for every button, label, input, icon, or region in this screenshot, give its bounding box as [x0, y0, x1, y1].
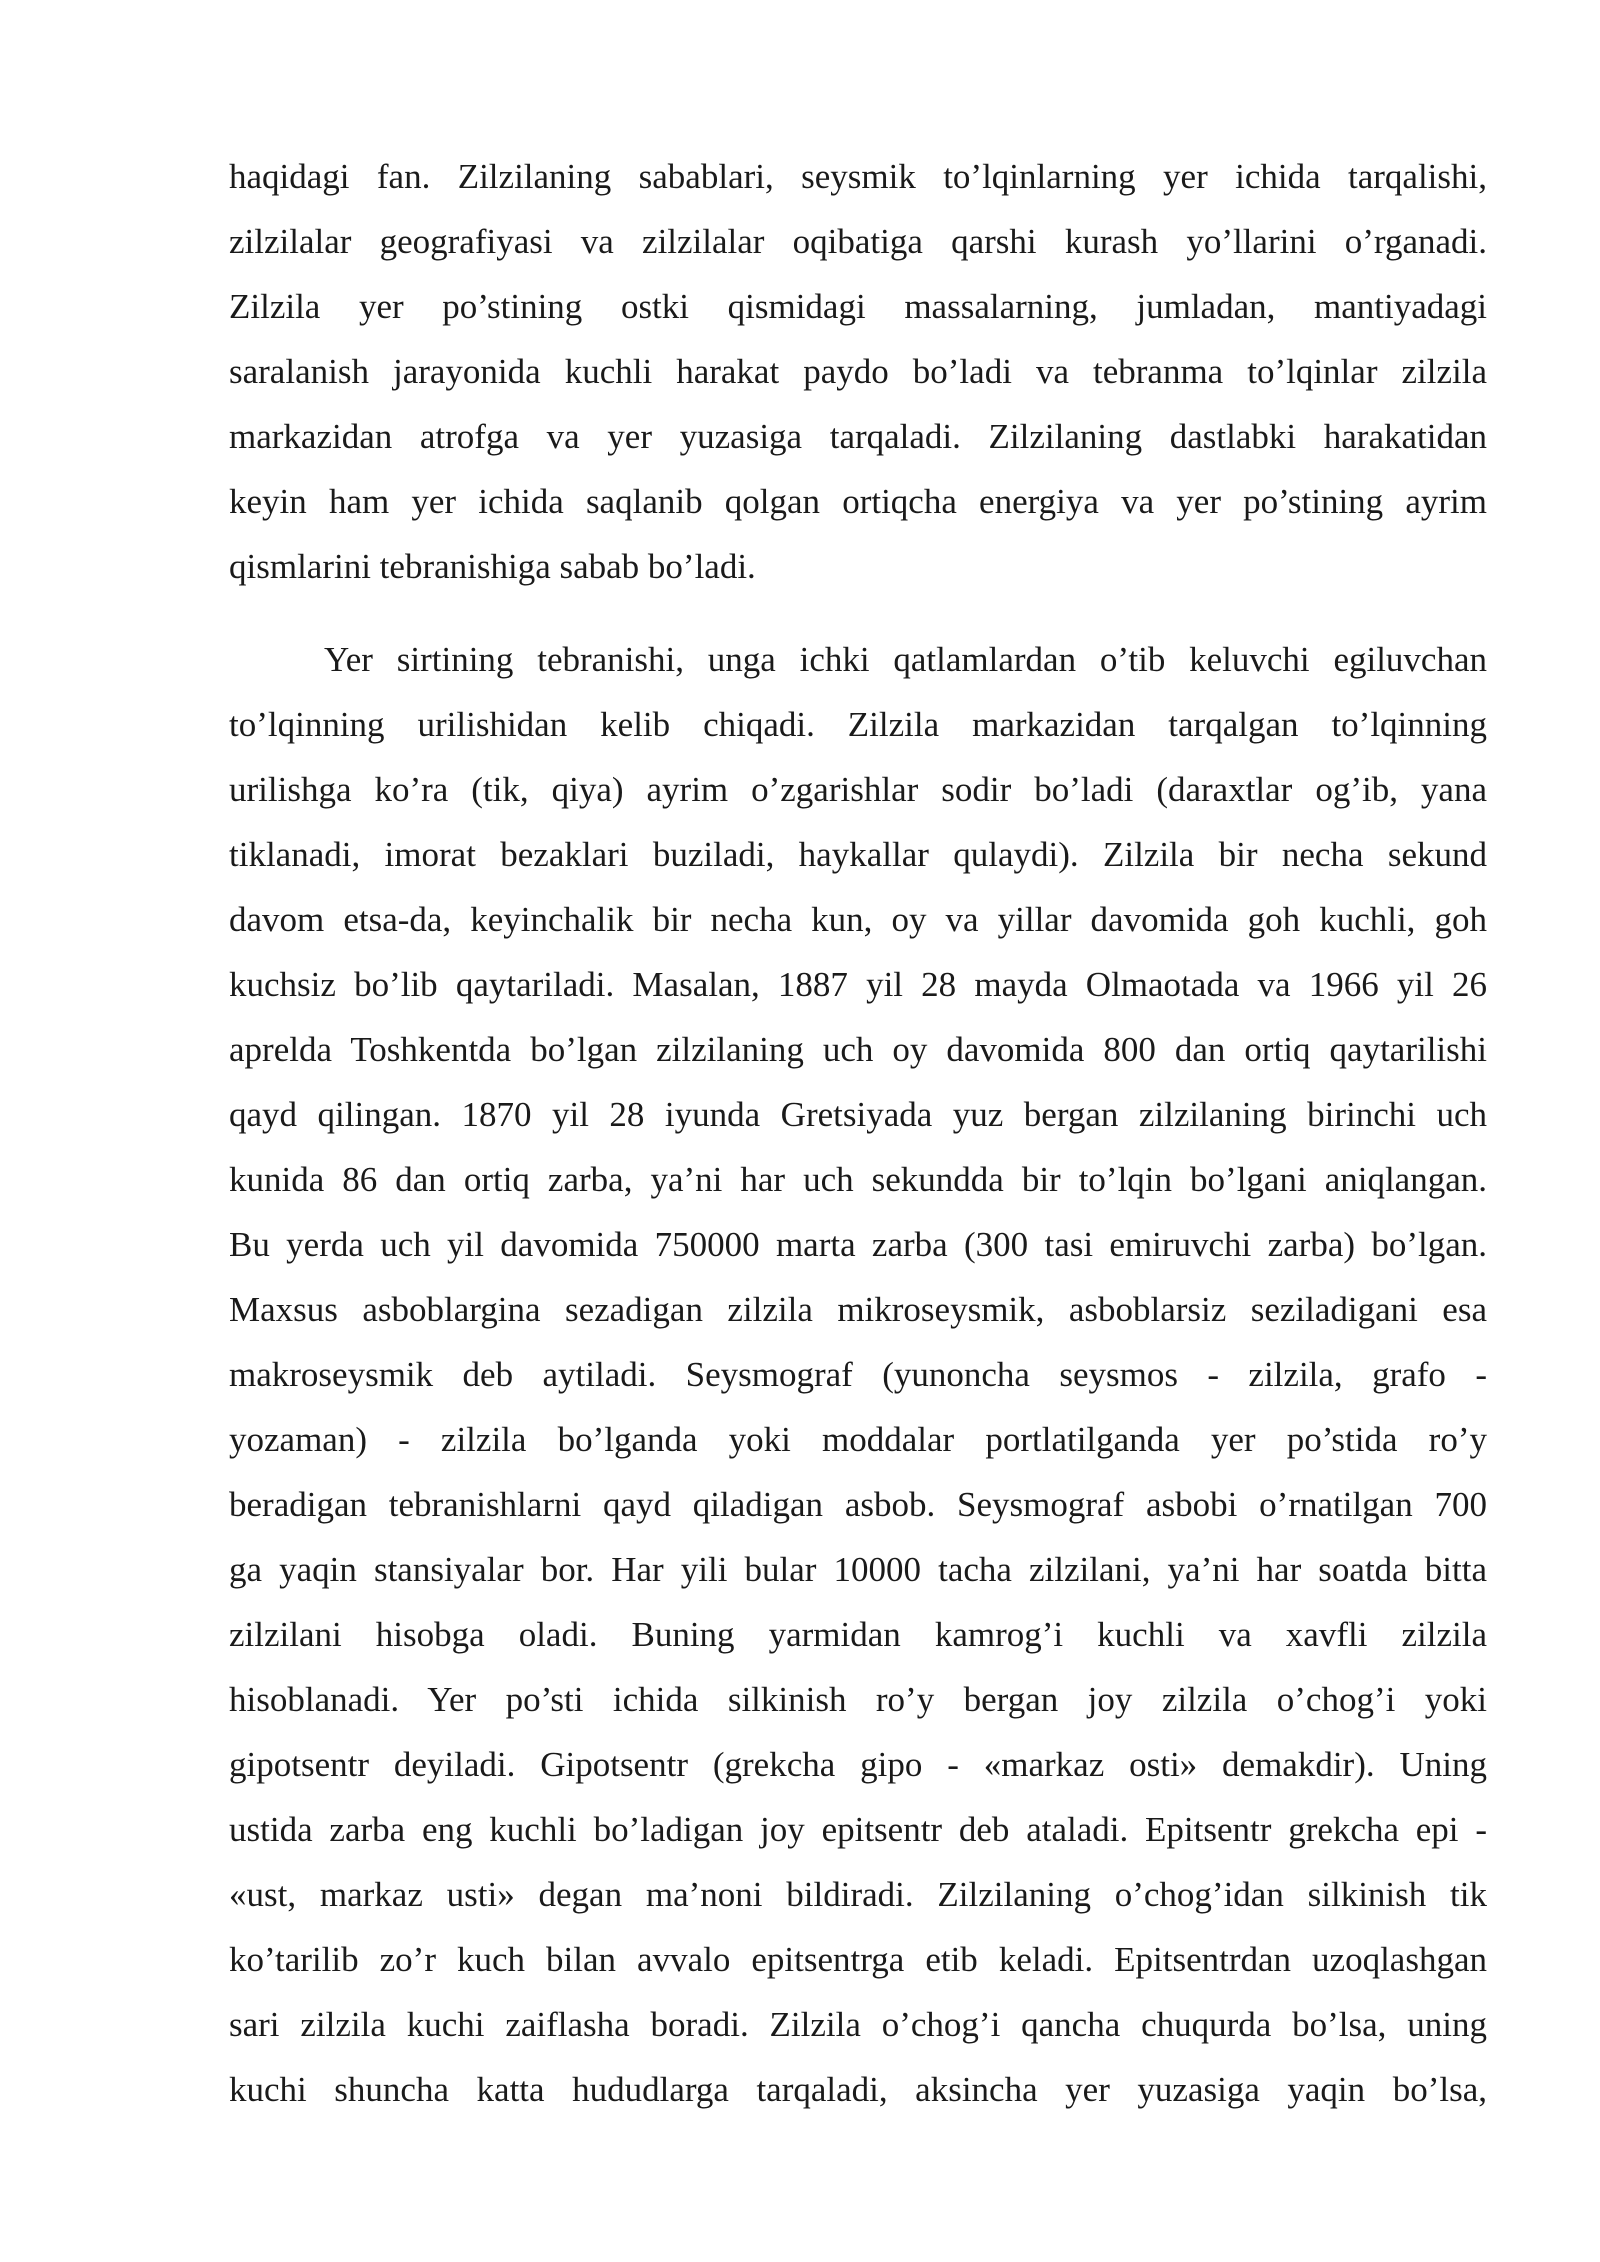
- text-line: urilishga ko’ra (tik, qiya) ayrim o’zgarishlar sodir bo’ladi (daraxtlar og’ib, yana: [229, 770, 1487, 809]
- text-line: kunida 86 dan ortiq zarba, ya’ni har uch sekundda bir to’lqin bo’lgani aniqlangan.: [229, 1160, 1487, 1199]
- text-line: tiklanadi, imorat bezaklari buziladi, haykallar qulaydi). Zilzila bir necha sekund: [229, 835, 1487, 874]
- text-line: makroseysmik deb aytiladi. Seysmograf (yunoncha seysmos - zilzila, grafo -: [229, 1355, 1487, 1394]
- text-line: haqidagi fan. Zilzilaning sabablari, seysmik to’lqinlarning yer ichida tarqalishi,: [229, 157, 1487, 196]
- text-line: hisoblanadi. Yer po’sti ichida silkinish ro’y bergan joy zilzila o’chog’i yoki: [229, 1680, 1487, 1719]
- text-line: saralanish jarayonida kuchli harakat paydo bo’ladi va tebranma to’lqinlar zilzila: [229, 352, 1487, 391]
- text-line: zilzilalar geografiyasi va zilzilalar oqibatiga qarshi kurash yo’llarini o’rganadi.: [229, 222, 1487, 261]
- paragraph: [229, 631, 1487, 2126]
- text-line: ustida zarba eng kuchli bo’ladigan joy epitsentr deb ataladi. Epitsentr grekcha epi -: [229, 1810, 1487, 1849]
- text-line: ga yaqin stansiyalar bor. Har yili bular 10000 tacha zilzilani, ya’ni har soatda bitta: [229, 1550, 1487, 1589]
- text-line: qayd qilingan. 1870 yil 28 iyunda Gretsiyada yuz bergan zilzilaning birinchi uch: [229, 1095, 1487, 1134]
- paragraph: [229, 148, 1487, 603]
- text-line: sari zilzila kuchi zaiflasha boradi. Zilzila o’chog’i qancha chuqurda bo’lsa, uning: [229, 2005, 1487, 2044]
- text-line: zilzilani hisobga oladi. Buning yarmidan kamrog’i kuchli va xavfli zilzila: [229, 1615, 1487, 1654]
- text-line: markazidan atrofga va yer yuzasiga tarqaladi. Zilzilaning dastlabki harakatidan: [229, 417, 1487, 456]
- text-line: «ust, markaz usti» degan ma’noni bildiradi. Zilzilaning o’chog’idan silkinish tik: [229, 1875, 1487, 1914]
- text-line: kuchsiz bo’lib qaytariladi. Masalan, 1887 yil 28 mayda Olmaotada va 1966 yil 26: [229, 965, 1487, 1004]
- document-text: [229, 148, 1487, 2126]
- text-line: to’lqinning urilishidan kelib chiqadi. Zilzila markazidan tarqalgan to’lqinning: [229, 705, 1487, 744]
- text-line: beradigan tebranishlarni qayd qiladigan asbob. Seysmograf asbobi o’rnatilgan 700: [229, 1485, 1487, 1524]
- text-line: gipotsentr deyiladi. Gipotsentr (grekcha gipo - «markaz osti» demakdir). Uning: [229, 1745, 1487, 1784]
- text-line: ko’tarilib zo’r kuch bilan avvalo epitsentrga etib keladi. Epitsentrdan uzoqlashgan: [229, 1940, 1487, 1979]
- text-line: Zilzila yer po’stining ostki qismidagi massalarning, jumladan, mantiyadagi: [229, 287, 1487, 326]
- text-line: Bu yerda uch yil davomida 750000 marta zarba (300 tasi emiruvchi zarba) bo’lgan.: [229, 1225, 1487, 1264]
- text-line: yozaman) - zilzila bo’lganda yoki moddalar portlatilganda yer po’stida ro’y: [229, 1420, 1487, 1459]
- text-line: keyin ham yer ichida saqlanib qolgan ortiqcha energiya va yer po’stining ayrim: [229, 482, 1487, 521]
- text-line: Yer sirtining tebranishi, unga ichki qatlamlardan o’tib keluvchi egiluvchan: [324, 640, 1487, 679]
- text-line: qismlarini tebranishiga sabab bo’ladi.: [229, 547, 756, 586]
- text-line: davom etsa-da, keyinchalik bir necha kun, oy va yillar davomida goh kuchli, goh: [229, 900, 1487, 939]
- text-line: Maxsus asboblargina sezadigan zilzila mikroseysmik, asboblarsiz seziladigani esa: [229, 1290, 1487, 1329]
- text-line: kuchi shuncha katta hududlarga tarqaladi, aksincha yer yuzasiga yaqin bo’lsa,: [229, 2070, 1487, 2109]
- paragraph-gap: [229, 603, 1487, 631]
- text-line: aprelda Toshkentda bo’lgan zilzilaning uch oy davomida 800 dan ortiq qaytarilishi: [229, 1030, 1487, 1069]
